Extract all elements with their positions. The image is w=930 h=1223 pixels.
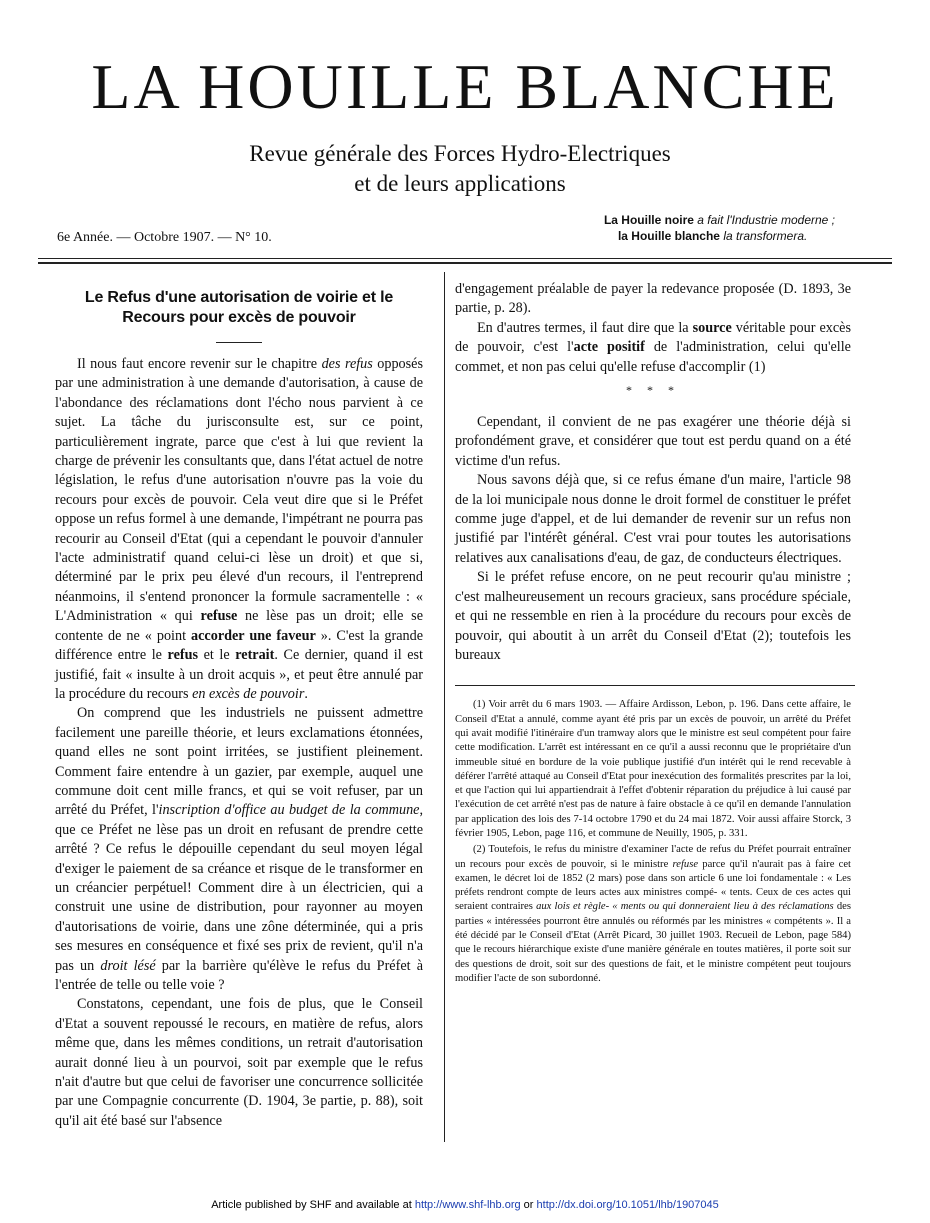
- text-run: On comprend que les industriels ne puissent admettre facilement une pareille théorie, et leurs exclamations étonnées, quand elles ne sont point irritées, se justifient pleinement. Comment faire entendre à un gazier, par exemple, auquel une commune doit cent mille francs, et qui se voit refuser, par un arrêté du Préfet, l': [55, 705, 423, 819]
- text-run: véritable pour excès de pouvoir, c'est l': [455, 319, 851, 356]
- text-run: , que ce Préfet ne lèse pas un droit en refusant de prendre cette arrêté ? Ce refus le dépouille cependant du seul moyen légal d'exiger le paiement de sa créance et risque de le transformer en un créancier perpétuel! Comment dire à un électricien, qui a construit une usine de distribution, pour rayonner au moyen d'autorisations de voirie, dans une zône déterminée, qui a pris ses mesures en conséquence et fixé ses prix de revient, qu'il n'a pas un: [55, 802, 424, 974]
- text-run: accorder une faveur: [191, 627, 316, 644]
- text-run: refuse: [672, 858, 699, 870]
- footer-middle: or: [520, 1199, 537, 1211]
- column-separator: [444, 272, 445, 1142]
- paragraph-5: Cependant, il convient de ne pas exagérer une théorie déjà si profondément grave, et considérer que tout est perdu quand on a été victime d'un refus.: [455, 414, 851, 469]
- motto-text-1: a fait l'Industrie moderne ;: [693, 213, 835, 227]
- header-rule-thin: [38, 258, 892, 259]
- issue-line: 6e Année. — Octobre 1907. — N° 10.: [57, 230, 272, 245]
- text-run: .: [304, 685, 308, 702]
- asterism: * * *: [626, 383, 680, 398]
- masthead-title: LA HOUILLE BLANCHE: [91, 51, 839, 122]
- text-run: aux lois et règle- « ments ou qui donneraient lieu à des réclamations: [536, 901, 834, 913]
- text-run: . Ce dernier, quand il est justifié, fait « insulte à un droit acquis », et peut être annulé par la procédure du recours: [55, 647, 423, 702]
- text-run: Il nous faut encore revenir sur le chapitre: [77, 356, 322, 372]
- paragraph-2: [55, 704, 423, 995]
- right-column: [455, 280, 851, 988]
- motto-bold-2: la Houille blanche: [617, 229, 720, 243]
- footnotes: [455, 698, 851, 986]
- shf-link[interactable]: http://www.shf-lhb.org: [414, 1199, 521, 1211]
- motto: [604, 212, 835, 244]
- paragraph-3: Constatons, cependant, une fois de plus, que le Conseil d'Etat a souvent repoussé le recours, en matière de refus, alors même que, dans les mêmes conditions, un retrait d'autorisation aurait donné lieu à un pourvoi, soit par exemple que le refus n'ait d'autre but que celui de favoriser une concurrence sollicitée par une Compagnie concurrente (D. 1904, 3e partie, p. 88), soit qu'il ait été basé sur l'absence: [55, 996, 423, 1129]
- footnote-1: (1) Voir arrêt du 6 mars 1903. — Affaire Ardisson, Lebon, p. 196. Dans cette affaire, le Conseil d'Etat a annulé, comme ayant été pris par un excès de pouvoir, un arrêté du Préfet qui avait modifié l'itinéraire d'un tramway alors que le ministre est seul compétent pour faire cette modification. L'arrêt est intéressant en ce qu'il a aussi reconnu que le propriétaire d'un immeuble situé en bordure de la voie publique justifié d'un intérêt qui le rend recevable à déférer l'arrêté attaqué au Conseil d'Etat pour inexécution des formalités prescrites par la loi, et que l'action qui lui appartiendrait à l'effet d'obtenir réparation du préjudice à lui causé par l'exécution de cet arrêté n'est pas de nature à faire obstacle à ce qu'il en demande l'annulation par application des lois des 7-14 octobre 1790 et du 24 mai 1872. Voir aussi affaire Storck, 3 février 1905, Lebon, page 116, et commune de Neuilly, 1905, p. 331.: [455, 699, 851, 839]
- text-run: en excès de pouvoir: [192, 685, 305, 702]
- text-run: de l'administration, celui qu'elle commet, et non pas celui qu'elle refuse d'accomplir (1): [455, 339, 851, 375]
- text-run: droit lésé: [100, 957, 156, 974]
- text-run: acte positif: [573, 339, 645, 356]
- paragraph-6: Nous savons déjà que, si ce refus émane d'un maire, l'article 98 de la loi municipale nous donne le droit formel de constituer le préfet comme juge d'appel, et de lui demander de revenir sur un refus non justifié par l'intérêt général. C'est vrai pour toutes les autorisations relatives aux canalisations d'eau, de gaz, de conducteurs électriques.: [455, 472, 851, 566]
- motto-bold-1: La Houille noire: [603, 213, 694, 227]
- text-run: source: [692, 319, 732, 336]
- text-run: parce qu'il n'aurait pas à faire cet examen, le décret loi de 1852 (2 mars) pose dans son article 6 une loi fondamentale : « Les préfets rendront compte de leurs actes aux ministres compé- « tents. Ceux de ces actes qui seraient contraires: [455, 858, 851, 913]
- paragraph-4: [455, 319, 851, 377]
- text-run: En d'autres termes, il faut dire que la: [477, 319, 693, 336]
- text-run: par la barrière qu'élève le refus du Préfet à l'entrée de telle ou telle voie ?: [55, 957, 423, 993]
- title-rule: [216, 342, 262, 343]
- text-run: refus: [167, 647, 199, 664]
- text-run: refuse: [200, 608, 238, 625]
- text-run: inscription d'office au budget de la commune: [158, 802, 420, 819]
- text-run: des parties « intéressées pourront être annulés ou réformés par les ministres « compétents ». Il a été décidé par le Conseil d'Etat (Arrêt Picard, 30 juillet 1903. Recueil de Lebon, page 584) que le recours hiérarchique existe d'une manière générale en toutes matières, il porte soit sur des questions de droit, soit sur des questions de fait, et le ministre compétent peut toujours modifier l'acte de son subordonné.: [455, 901, 851, 984]
- paragraph-1: [55, 355, 423, 704]
- subtitle-line-1: Revue générale des Forces Hydro-Electriques: [249, 141, 671, 166]
- paragraph-3-continued: d'engagement préalable de payer la redevance proposée (D. 1893, 3e partie, p. 28).: [455, 281, 851, 317]
- text-run: et le: [198, 647, 236, 664]
- publication-footer: [0, 1199, 930, 1211]
- text-run: retrait: [235, 647, 275, 664]
- paragraph-7: Si le préfet refuse encore, on ne peut recourir qu'au ministre ; c'est malheureusement un recours gracieux, sans procédure spéciale, et qui ne ressemble en rien à la procédure du recours pour excès de pouvoir, qui aboutit à un arrêt du Conseil d'Etat (2); toutefois les bureaux: [455, 569, 851, 663]
- text-run: ». C'est la grande différence entre le: [55, 627, 423, 664]
- header-rule-thick: [38, 262, 892, 264]
- text-run: opposés par une administration à une demande d'autorisation, à cause de l'abondance des réclamations dont l'écho nous parvient à ce sujet. La tâche du jurisconsulte est, sur ce point, particulièrement ingrate, parce que c'est à lui que revient la charge de prévenir les consultants que, dans l'état actuel de notre législation, le refus d'une autorisation n'ouvre pas la voie du recours pour excès de pouvoir. Cela veut dire que si le Préfet oppose un refus formel à une demande, l'impétrant ne pourra pas recourir au Conseil d'Etat (qui a cependant le pouvoir d'annuler l'acte administratif quand celui-ci lèse un droit) et que si, déterminé par le prix peu élevé d'un recours, il l'entreprend néanmoins, il s'entend prononcer la formule sacramentelle : « L'Administration « qui: [55, 356, 423, 625]
- subtitle-line-2: et de leurs applications: [354, 171, 566, 196]
- footnote-rule: [455, 685, 855, 686]
- left-column: [55, 280, 423, 1131]
- doi-link[interactable]: http://dx.doi.org/10.1051/lhb/1907045: [536, 1199, 719, 1211]
- article-title: Le Refus d'une autorisation de voirie et le Recours pour excès de pouvoir: [84, 289, 394, 326]
- footnote-2: [455, 843, 851, 986]
- motto-text-2: la transformera.: [719, 229, 808, 243]
- text-run: des refus: [321, 356, 373, 372]
- footer-prefix: Article published by SHF and available at: [211, 1199, 415, 1211]
- text-run: (2) Toutefois, le refus du ministre d'examiner l'acte de refus du Préfet pourrait entraîner un recours pour excès de pouvoir, si le ministre: [455, 844, 851, 870]
- text-run: ne lèse pas un droit; elle se contente de ne « point: [55, 608, 423, 644]
